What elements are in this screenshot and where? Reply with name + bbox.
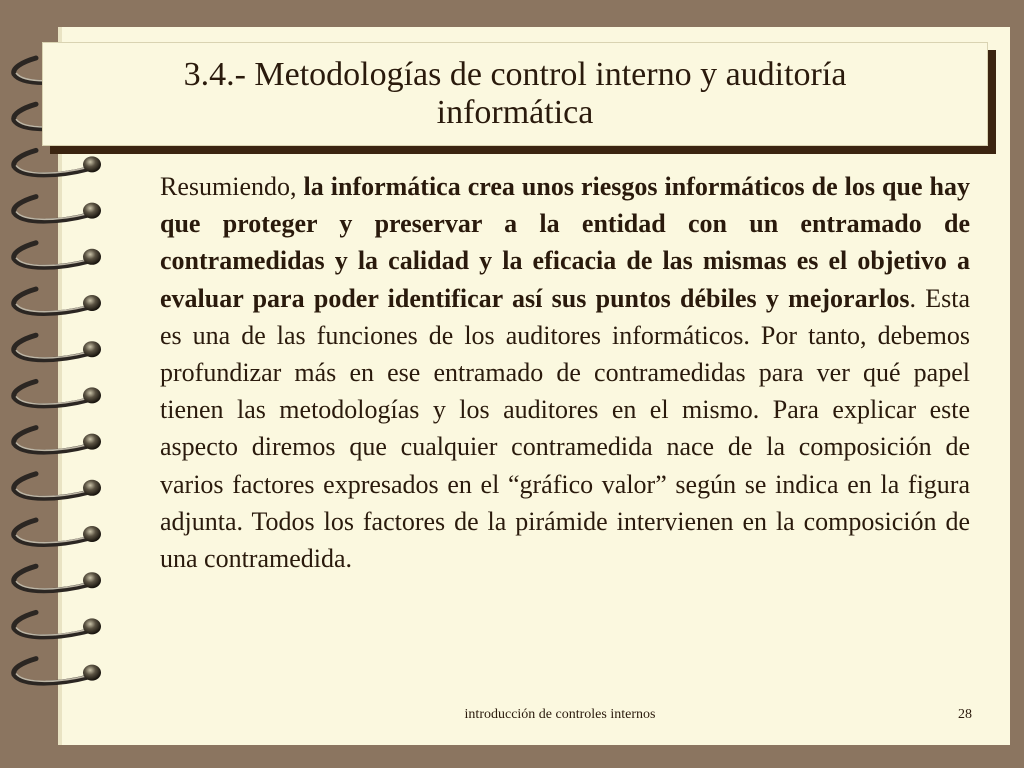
spiral-binding-ring-icon [14,289,101,314]
spiral-binding-ring-icon [14,520,101,545]
spiral-binding-ring-icon [14,150,101,175]
spiral-binding-ring-icon [14,659,101,684]
title-box [42,42,988,146]
page-number: 28 [958,707,972,722]
spiral-binding-ring-icon [14,243,101,267]
spiral-binding-ring-icon [14,566,101,591]
body-intro: Resumiendo, [160,172,304,201]
spiral-binding-ring-icon [14,335,101,360]
footer-title: introducción de controles internos [464,707,656,722]
body-rest: . Esta es una de las funciones de los auditores informáticos. Por tanto, debemos profundizar más en ese entramado de contramedidas para ver qué papel tienen las metodologías y los auditores en el mismo. Para explicar este aspecto diremos que cualquier contramedida nace de la composición de varios factores expresados en el “gráfico valor” según se indica en la figura adjunta. Todos los factores de la pirámide intervienen en la composición de una contramedida. [160,283,970,574]
spiral-binding-ring-icon [14,381,101,406]
spiral-binding-ring-icon [14,197,101,222]
spiral-binding-ring-icon [14,428,101,453]
spiral-binding-ring-icon [14,612,101,637]
spiral-binding-ring-icon [14,474,101,499]
body-bold-statement: la informática crea unos riesgos informáticos de los que hay que proteger y preservar a la entidad con un entramado de contramedidas y la calidad y la eficacia de las mismas es el objetivo a evaluar para poder identificar así sus puntos débiles y mejorarlos [160,172,970,313]
slide-title: 3.4.- Metodologías de control interno y auditoría informática [183,56,847,131]
body-paragraph [160,168,970,577]
